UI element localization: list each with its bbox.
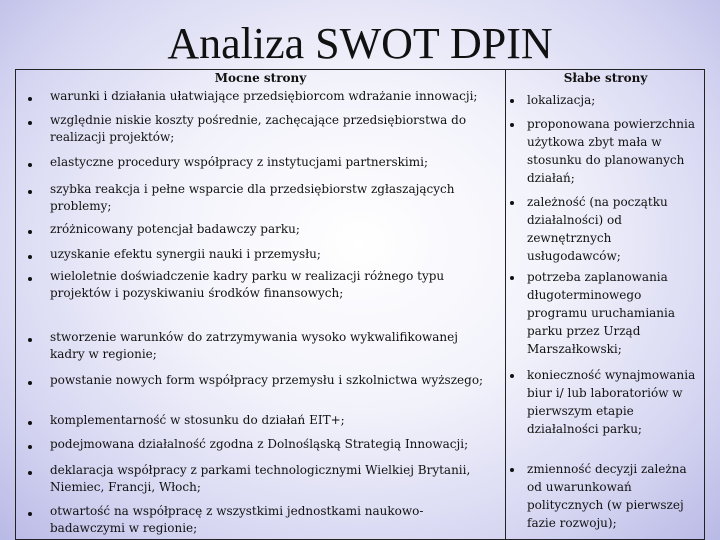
bullet-icon (510, 99, 514, 103)
strength-item: deklaracja współpracy z parkami technologicznymi Wielkiej Brytanii, Niemiec, Francji, Włoch; (50, 463, 471, 494)
strength-item: uzyskanie efektu synergii nauki i przemysłu; (50, 247, 321, 261)
swot-table (15, 69, 705, 540)
weakness-item: lokalizacja; (527, 93, 596, 107)
bullet-icon (28, 421, 32, 425)
bullet-icon (28, 338, 32, 342)
bullet-icon (510, 468, 514, 472)
bullet-icon (28, 512, 32, 516)
bullet-icon (28, 121, 32, 125)
weakness-item: proponowana powierzchnia użytkowa zbyt mała w stosunku do planowanych działań; (527, 117, 695, 185)
strength-item: elastyczne procedury współpracy z instytucjami partnerskimi; (50, 155, 428, 169)
bullet-icon (28, 445, 32, 449)
weakness-item: zależność (na początku działalności) od zewnętrznych usługodawców; (527, 195, 668, 263)
weakness-item: zmienność decyzji zależna od uwarunkowań politycznych (w pierwszej fazie rozwoju); (527, 462, 687, 530)
strength-item: podejmowana działalność zgodna z Dolnośląską Strategią Innowacji; (50, 437, 469, 451)
bullet-icon (28, 381, 32, 385)
strength-item: zróżnicowany potencjał badawczy parku; (50, 222, 300, 236)
strength-item: względnie niskie koszty pośrednie, zachęcające przedsiębiorstwa do realizacji projektów; (50, 113, 467, 144)
bullet-icon (28, 190, 32, 194)
weaknesses-heading: Słabe strony (563, 71, 648, 85)
strength-item: komplementarność w stosunku do działań EIT+; (50, 413, 345, 427)
bullet-icon (28, 163, 32, 167)
bullet-icon (28, 97, 32, 101)
strength-item: warunki i działania ułatwiające przedsiębiorcom wdrażanie innowacji; (50, 89, 478, 103)
weakness-item: konieczność wynajmowania biur i/ lub laboratoriów w pierwszym etapie działalności parku; (527, 368, 696, 436)
bullet-icon (510, 276, 514, 280)
slide-title: Analiza SWOT DPIN (167, 19, 553, 68)
bullet-icon (510, 123, 514, 127)
strength-item: szybka reakcja i pełne wsparcie dla przedsiębiorstw zgłaszających problemy; (50, 182, 455, 213)
column-divider (505, 70, 506, 539)
bullet-icon (28, 471, 32, 475)
bullet-icon (510, 374, 514, 378)
strengths-heading: Mocne strony (214, 71, 307, 85)
bullet-icon (28, 230, 32, 234)
strength-item: wieloletnie doświadczenie kadry parku w realizacji różnego typu projektów i pozyskiwaniu środków finansowych; (50, 269, 445, 300)
strength-item: powstanie nowych form współpracy przemysłu i szkolnictwa wyższego; (50, 373, 484, 387)
strength-item: otwartość na współpracę z wszystkimi jednostkami naukowo-badawczymi w regionie; (50, 504, 424, 535)
strength-item: stworzenie warunków do zatrzymywania wysoko wykwalifikowanej kadry w regionie; (50, 330, 458, 361)
bullet-icon (510, 201, 514, 205)
bullet-icon (28, 255, 32, 259)
weakness-item: potrzeba zaplanowania długoterminowego programu uruchamiania parku przez Urząd Marszałkowski; (527, 270, 676, 356)
bullet-icon (28, 277, 32, 281)
